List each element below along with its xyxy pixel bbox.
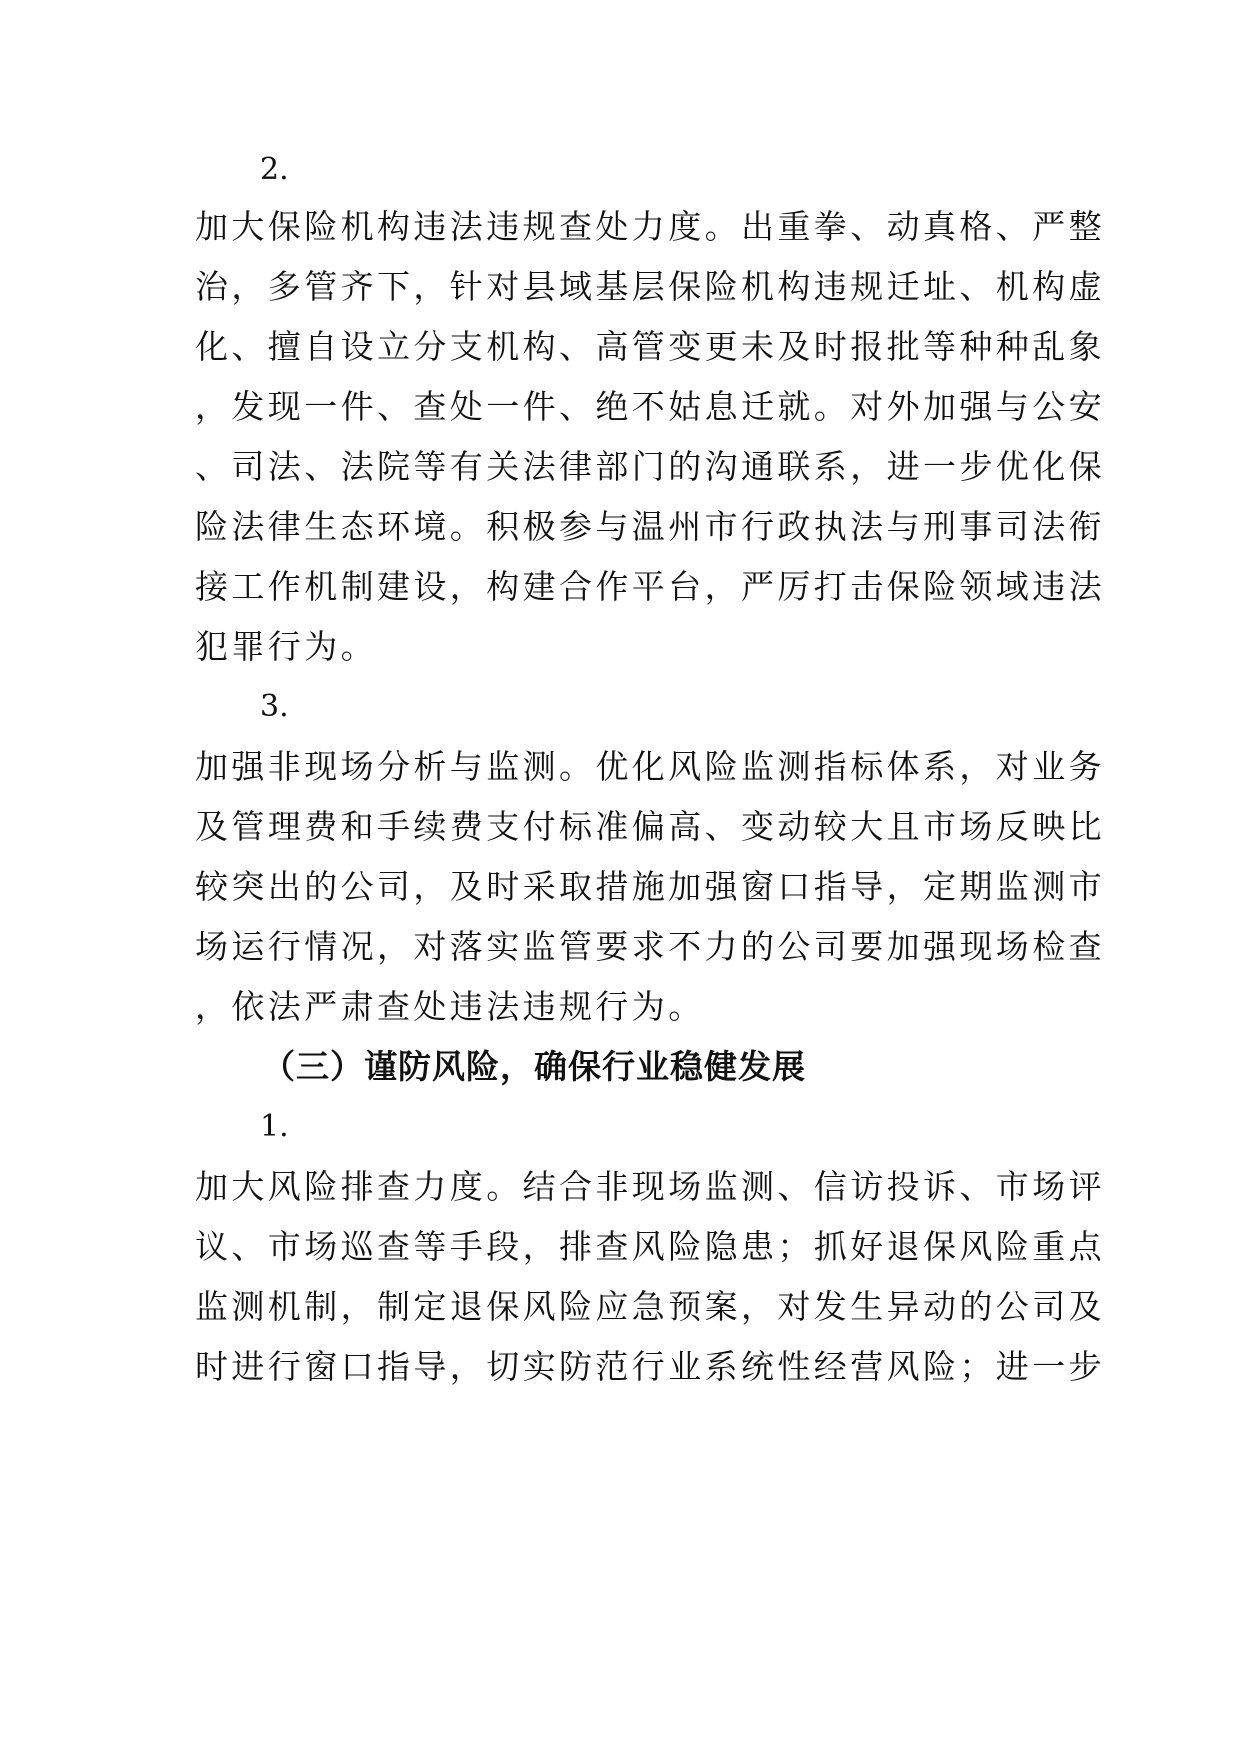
item-3-line-5: ，依法严肃查处违法违规行为。 bbox=[195, 987, 705, 1026]
item-2-line-5: 、司法、法院等有关法律部门的沟通联系，进一步优化保 bbox=[195, 447, 1105, 486]
section-3-heading: （三）谨防风险，确保行业稳健发展 bbox=[262, 1047, 806, 1086]
item-2-line-7: 接工作机制建设，构建合作平台，严厉打击保险领域违法 bbox=[195, 567, 1105, 606]
item-2-number: 2. bbox=[260, 152, 289, 187]
item-3-number: 3. bbox=[260, 689, 289, 724]
item-1-line-4: 时进行窗口指导，切实防范行业系统性经营风险；进一步 bbox=[195, 1347, 1105, 1386]
item-3-line-1: 加强非现场分析与监测。优化风险监测指标体系，对业务 bbox=[195, 747, 1105, 786]
item-1-line-3: 监测机制，制定退保风险应急预案，对发生异动的公司及 bbox=[195, 1287, 1105, 1326]
item-2-line-6: 险法律生态环境。积极参与温州市行政执法与刑事司法衔 bbox=[195, 507, 1105, 546]
item-2-line-4: ，发现一件、查处一件、绝不姑息迁就。对外加强与公安 bbox=[195, 387, 1105, 426]
item-3-line-3: 较突出的公司，及时采取措施加强窗口指导，定期监测市 bbox=[195, 867, 1105, 906]
item-3-line-2: 及管理费和手续费支付标准偏高、变动较大且市场反映比 bbox=[195, 807, 1105, 846]
item-1-number: 1. bbox=[260, 1109, 289, 1144]
item-1-line-1: 加大风险排查力度。结合非现场监测、信访投诉、市场评 bbox=[195, 1167, 1105, 1206]
item-2-line-3: 化、擅自设立分支机构、高管变更未及时报批等种种乱象 bbox=[195, 327, 1105, 366]
item-1-line-2: 议、市场巡查等手段，排查风险隐患；抓好退保风险重点 bbox=[195, 1227, 1105, 1266]
item-2-line-1: 加大保险机构违法违规查处力度。出重拳、动真格、严整 bbox=[195, 207, 1105, 246]
item-2-line-8: 犯罪行为。 bbox=[195, 627, 377, 666]
item-2-line-2: 治，多管齐下，针对县域基层保险机构违规迁址、机构虚 bbox=[195, 267, 1105, 306]
item-3-line-4: 场运行情况，对落实监管要求不力的公司要加强现场检查 bbox=[195, 927, 1105, 966]
